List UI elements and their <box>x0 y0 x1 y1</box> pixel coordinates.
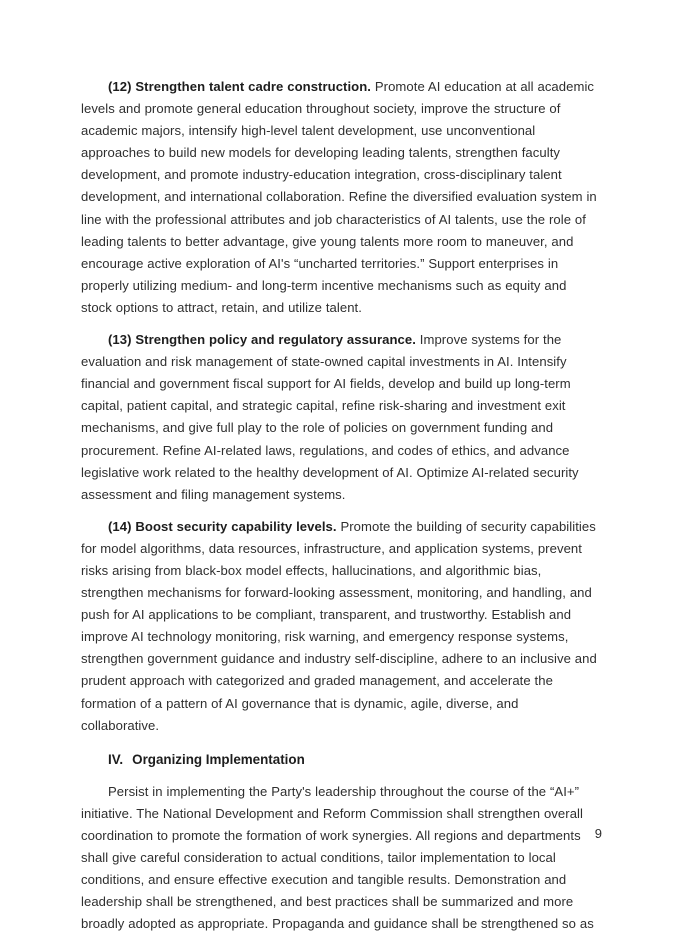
paragraph-item-14 <box>81 516 600 737</box>
paragraph-closing <box>81 781 600 936</box>
section-heading-organizing-implementation <box>81 749 600 771</box>
paragraph-text: Improve systems for the evaluation and risk management of state-owned capital investments in AI. Intensify financial and government fiscal support for AI fields, develop and build up long-term capital, patient capital, and strategic capital, refine risk-sharing and investment exit mechanisms, and give full play to the role of policies on government funding and procurement. Refine AI-related laws, regulations, and codes of ethics, and advance legislative work related to the healthy development of AI. Optimize AI-related security assessment and filing management systems. <box>81 332 579 502</box>
page-number: 9 <box>594 826 602 841</box>
paragraph-text: Promote the building of security capabilities for model algorithms, data resources, infrastructure, and application systems, prevent risks arising from black-box model effects, hallucinations, and algorithmic bias, strengthen mechanisms for forward-looking assessment, monitoring, and handling, and push for AI applications to be compliant, transparent, and trustworthy. Establish and improve AI technology monitoring, risk warning, and emergency response systems, strengthen government guidance and industry self-discipline, adhere to an inclusive and prudent approach with categorized and graded management, and accelerate the formation of a pattern of AI governance that is dynamic, agile, diverse, and collaborative. <box>81 518 597 733</box>
paragraph-lead-in: (13) Strengthen policy and regulatory assurance. <box>108 332 416 348</box>
paragraph-text: Persist in implementing the Party's leadership throughout the course of the “AI+” initiative. The National Development and Reform Commission shall strengthen overall coordination to promote the formation of work synergies. All regions and departments shall give careful consideration to actual conditions, tailor implementation to local conditions, and ensure effective execution and tangible results. Demonstration and leadership shall be strengthened, and best practices shall be summarized and more broadly adopted as appropriate. Propaganda and guidance shall be strengthened so as <box>81 783 594 932</box>
page-body <box>81 76 600 945</box>
paragraph-item-12 <box>81 76 600 319</box>
paragraph-item-13 <box>81 329 600 506</box>
paragraph-lead-in: (14) Boost security capability levels. <box>108 518 337 534</box>
paragraph-text: Promote AI education at all academic levels and promote general education throughout society, improve the structure of academic majors, intensify high-level talent development, use unconventional approaches to build new models for developing leading talents, strengthen faculty development, and promote industry-education integration, cross-disciplinary talent development, and international collaboration. Refine the diversified evaluation system in line with the professional attributes and job characteristics of AI talents, use the role of leading talents to better advantage, give young talents more room to maneuver, and encourage active exploration of AI's “uncharted territories.” Support enterprises in properly utilizing medium- and long-term incentive mechanisms such as equity and stock options to attract, retain, and utilize talent. <box>81 79 597 315</box>
paragraph-lead-in: (12) Strengthen talent cadre construction. <box>108 79 372 94</box>
section-title: Organizing Implementation <box>132 751 305 767</box>
section-numeral: IV. <box>108 751 124 767</box>
